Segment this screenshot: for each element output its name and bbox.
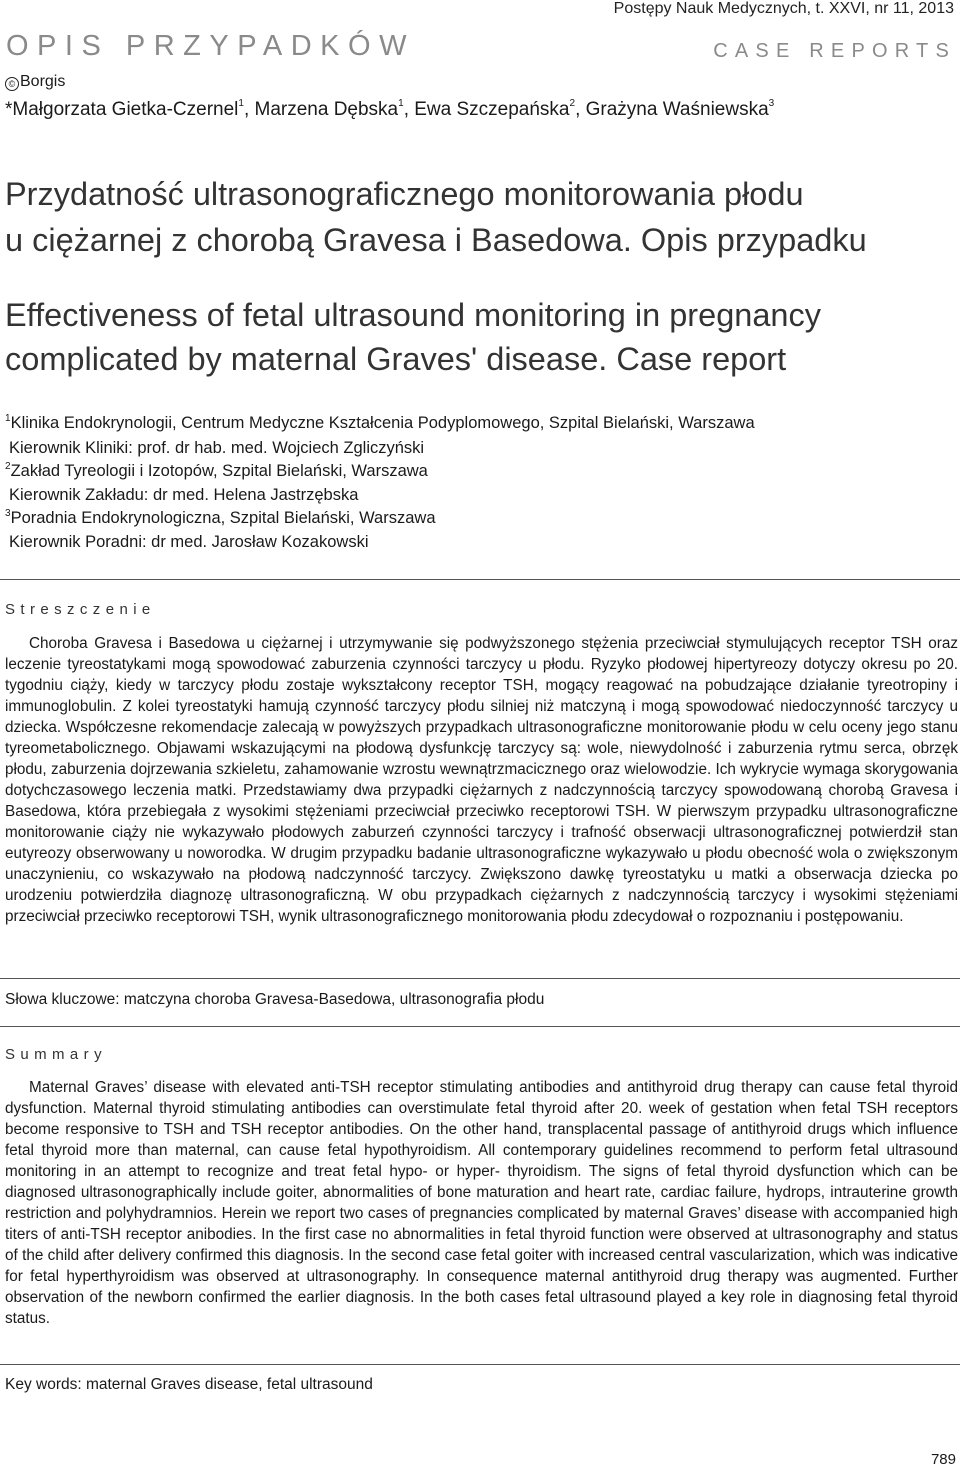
author-name: , Marzena Dębska	[243, 99, 399, 120]
section-label-en: CASE REPORTS	[713, 40, 956, 62]
publisher-line	[5, 73, 65, 91]
divider	[0, 1364, 960, 1365]
abstract-heading-en: Summary	[5, 1046, 107, 1063]
journal-header: Postępy Nauk Medycznych, t. XXVI, nr 11, 2013	[613, 0, 954, 17]
affiliation-name: Zakład Tyreologii i Izotopów, Szpital Bielański, Warszawa	[10, 462, 428, 480]
author-name: , Grażyna Waśniewska	[575, 99, 769, 120]
divider	[0, 1026, 960, 1027]
title-pl-line-1: Przydatność ultrasonograficznego monitorowania płodu	[5, 176, 804, 212]
author-affiliation-mark: 3	[768, 98, 775, 109]
abstract-heading-pl: Streszczenie	[5, 601, 156, 618]
affiliation-2-head: Kierownik Zakładu: dr med. Helena Jastrzębska	[9, 486, 359, 504]
author-affiliation-mark: 2	[569, 98, 576, 109]
affiliation-3	[5, 509, 436, 528]
keywords-en: Key words: maternal Graves disease, fetal ultrasound	[5, 1376, 373, 1393]
affiliation-mark: 3	[5, 508, 11, 519]
copyright-icon: ©	[5, 77, 19, 91]
section-label-pl: OPIS PRZYPADKÓW	[6, 30, 415, 62]
title-en-line-2: complicated by maternal Graves' disease. Case report	[5, 341, 787, 377]
publisher-name: Borgis	[20, 73, 66, 90]
affiliation-name: Klinika Endokrynologii, Centrum Medyczne Kształcenia Podyplomowego, Szpital Bielański, Warszawa	[10, 414, 755, 432]
title-pl-line-2: u ciężarnej z chorobą Gravesa i Basedowa. Opis przypadku	[5, 222, 867, 258]
author-list	[5, 99, 774, 121]
keywords-pl: Słowa kluczowe: matczyna choroba Gravesa-Basedowa, ultrasonografia płodu	[5, 991, 545, 1008]
title-en-line-1: Effectiveness of fetal ultrasound monitoring in pregnancy	[5, 297, 821, 333]
divider	[0, 978, 960, 979]
page-number: 789	[930, 1451, 956, 1468]
affiliation-1-head: Kierownik Kliniki: prof. dr hab. med. Wojciech Zgliczyński	[9, 439, 425, 457]
affiliation-name: Poradnia Endokrynologiczna, Szpital Bielański, Warszawa	[10, 509, 436, 527]
author-affiliation-mark: 1	[238, 98, 244, 109]
abstract-text-pl: Choroba Gravesa i Basedowa u ciężarnej i utrzymywanie się podwyższonego stężenia przeciwciał stymulujących receptor TSH oraz leczenie tyreostatykami mogą spowodować zaburzenia czynności tarczycy u płodu. Ryzyko płodowej hipertyreozy dotyczy okresu po 20. tygodniu ciąży, kiedy w tarczycy płodu zostaje wykształcony receptor TSH, mogący reagować na pobudzające działanie tyreotropiny i immunoglobulin. Z kolei tyreostatyki hamują czynność tarczycy płodu silniej niż matczyną i mogą spowodować niedoczynność tarczycy u dziecka. Współczesne rekomendacje zalecają w powyższych przypadkach ultrasonograficzne monitorowanie płodu w celu oceny jego stanu tyreometabolicznego. Objawami wskazującymi na płodową dysfunkcję tarczycy są: wole, niewydolność i zaburzenia rytmu serca, obrzęk płodu, zaburzenia dojrzewania szkieletu, zahamowanie wzrostu wewnątrzmacicznego oraz wielowodzie. Ich wykrycie wymaga skorygowania dotychczasowego leczenia matki. Przedstawiamy dwa przypadki ciężarnych z nadczynnością tarczycy spowodowaną chorobą Gravesa i Basedowa, która przebiegała z wysokimi stężeniami przeciwciał przeciwko receptorowi TSH. W pierwszym przypadku ultrasonograficzne monitorowanie ciąży nie wykazywało płodowych zaburzeń czynności tarczycy i trafność obserwacji ultrasonograficznej potwierdził stan eutyreozy obserwowany u noworodka. W drugim przypadku badanie ultrasonograficzne wykazywało u płodu obecność wola o zwiększonym unaczynieniu, co wskazywało na płodową nadczynność tarczycy. Zwiększono dawkę tyreostatyku u matki a obserwacja dziecka po urodzeniu potwierdziła diagnozę ultrasonograficzną. W obu przypadkach ciężarnych z nadczynnością tarczycy i wysokimi stężeniami przeciwciał przeciwko receptorowi TSH, wynik ultrasonograficznego monitorowania płodu zdecydował o rozpoznaniu i postępowaniu.	[5, 635, 958, 925]
divider	[0, 579, 960, 580]
affiliation-mark: 2	[5, 461, 11, 472]
author-name: , Ewa Szczepańska	[403, 99, 570, 120]
author-affiliation-mark: 1	[398, 98, 404, 109]
affiliation-1	[5, 414, 755, 433]
affiliation-3-head: Kierownik Poradni: dr med. Jarosław Kozakowski	[9, 533, 369, 551]
author-name: *Małgorzata Gietka-Czernel	[5, 99, 239, 120]
abstract-text-en: Maternal Graves’ disease with elevated anti-TSH receptor stimulating antibodies and antithyroid drug therapy can cause fetal thyroid dysfunction. Maternal thyroid stimulating antibodies can overstimulate fetal thyroid after 20. week of gestation when fetal TSH receptors become responsive to TSH and TSH receptor antibodies. On the other hand, transplacental passage of antithyroid drugs which influence fetal thyroid more than maternal, can cause fetal hypothyroidism. All contemporary guidelines recommend to perform fetal ultrasound monitoring in an attempt to recognize and treat fetal hypo- or hyper- thyroidism. The signs of fetal thyroid dysfunction which can be diagnosed ultrasonographically include goiter, abnormalities of bone maturation and heart rate, cardiac failure, hydrops, intrauterine growth restriction and polyhydramnios. Herein we report two cases of pregnancies complicated by maternal Graves’ disease with accompanied high titers of anti-TSH receptor anibodies. In the first case no abnormalities in fetal thyroid function were observed at ultrasonography and status of the child after delivery confirmed this diagnosis. In the second case fetal goiter with increased central vascularization, which was indicative for fetal hyperthyroidism was observed at ultrasonography. In consequence maternal antithyroid drug therapy was augmented. Further observation of the newborn confirmed the earlier diagnosis. In the both cases fetal ultrasound played a key role in diagnosing fetal thyroid status.	[5, 1079, 958, 1327]
affiliation-mark: 1	[5, 413, 11, 424]
affiliation-2	[5, 462, 428, 481]
